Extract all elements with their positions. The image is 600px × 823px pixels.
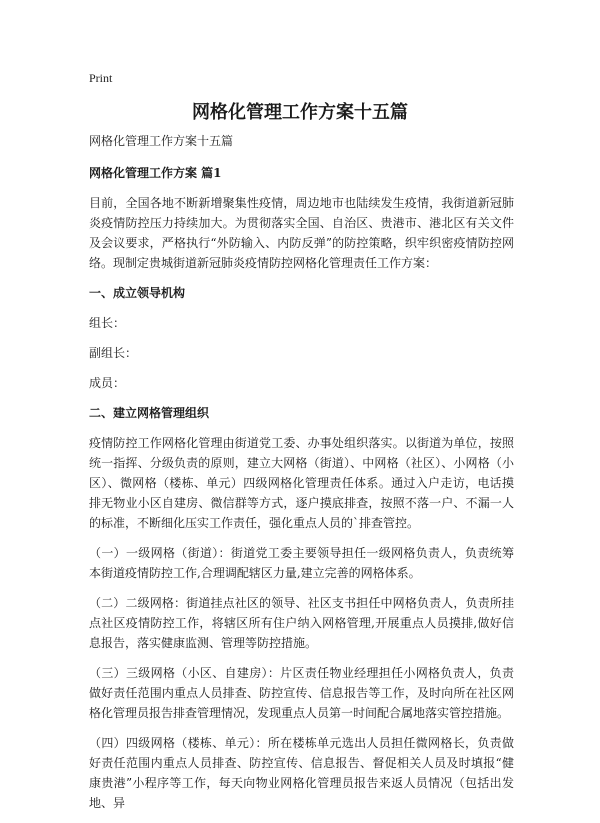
- document-subtitle: 网格化管理工作方案十五篇: [89, 134, 234, 148]
- intro-paragraph: 目前，全国各地不断新增聚集性疫情，周边地市也陆续发生疫情，我街道新冠肺炎疫情防控压力持续加大。为贯彻落实全国、自治区、贵港市、港北区有关文件及会议要求，严格执行“外防输入、内防反弹”的防控策略，织牢织密疫情防控网络。现制定贵城街道新冠肺炎疫情防控网格化管理责任工作方案：: [89, 196, 514, 270]
- grid-level4-paragraph: （四）四级网格（楼栋、单元）：所在楼栋单元选出人员担任微网格长，负责做好责任范围内重点人员排查、防控宣传、信息报告、督促相关人员及时填报“健康贵港”小程序等工作，每天向物业网格化管理员报告来返人员情况（包括出发地、异: [89, 736, 514, 810]
- document-title: 网格化管理工作方案十五篇: [192, 102, 408, 123]
- deputy-leader-label: 副组长：: [89, 346, 138, 360]
- grid-level1-paragraph: （一）一级网格（街道）：街道党工委主要领导担任一级网格负责人，负责统筹本街道疫情防控工作,合理调配辖区力量,建立完善的网格体系。: [89, 546, 514, 580]
- grid-level2-paragraph: （二）二级网格：街道挂点社区的领导、社区支书担任中网格负责人，负责所挂点社区疫情防控工作，将辖区所有住户纳入网格管理,开展重点人员摸排,做好信息报告，落实健康监测、管理等防控措施。: [89, 596, 514, 650]
- document-body: [89, 131, 514, 823]
- members-label: 成员：: [89, 376, 126, 390]
- section2-heading: 二、建立网格管理组织: [89, 406, 210, 420]
- grid-level3-paragraph: （三）三级网格（小区、自建房）：片区责任物业经理担任小网格负责人，负责做好责任范围内重点人员排查、防控宣传、信息报告等工作，及时向所在社区网格化管理员报告排查管理情况，发现重点人员第一时间配合属地落实管控措施。: [89, 666, 514, 720]
- leader-label: 组长：: [89, 316, 126, 330]
- section1-heading: 一、成立领导机构: [89, 286, 186, 300]
- chapter-heading: 网格化管理工作方案 篇1: [89, 166, 222, 180]
- section2-paragraph: 疫情防控工作网格化管理由街道党工委、办事处组织落实。以街道为单位，按照统一指挥、分级负责的原则，建立大网格（街道）、中网格（社区）、小网格（小区）、微网格（楼栋、单元）四级网格化管理责任体系。通过入户走访，电话摸排无物业小区自建房、微信群等方式，逐户摸底排查，按照不落一户、不漏一人的标准，不断细化压实工作责任，强化重点人员的`排查管控。: [89, 436, 514, 530]
- print-link[interactable]: Print: [89, 71, 113, 85]
